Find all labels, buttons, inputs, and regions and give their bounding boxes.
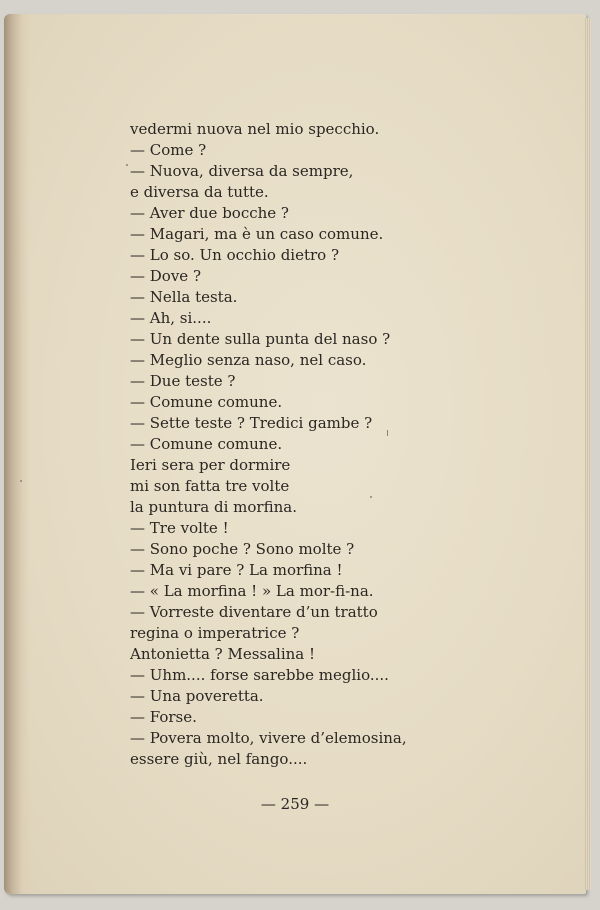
poem-line: — Magari, ma è un caso comune.	[130, 225, 384, 243]
poem-line: — Dove ?	[130, 267, 201, 285]
poem-text	[130, 119, 450, 770]
page-number: — 259 —	[260, 795, 330, 813]
poem-line: regina o imperatrice ?	[130, 624, 300, 642]
poem-line: mi son fatta tre volte	[130, 477, 290, 495]
poem-line: la puntura di morfina.	[130, 498, 297, 516]
poem-line: — Uhm.... forse sarebbe meglio....	[130, 666, 389, 684]
poem-line: — Una poveretta.	[130, 687, 264, 705]
poem-line: e diversa da tutte.	[130, 183, 269, 201]
poem-line: — Ah, si....	[130, 309, 212, 327]
poem-line: — Sono poche ? Sono molte ?	[130, 540, 355, 558]
poem-line: — Come ?	[130, 141, 207, 159]
poem-line: — Un dente sulla punta del naso ?	[130, 330, 391, 348]
paper-speck	[370, 496, 372, 498]
poem-line: — Lo so. Un occhio dietro ?	[130, 246, 340, 264]
poem-line: — Comune comune.	[130, 435, 283, 453]
poem-line: essere giù, nel fango....	[130, 750, 308, 768]
poem-line: — Povera molto, vivere d’elemosina,	[130, 729, 407, 747]
poem-line: — Vorreste diventare d’un tratto	[130, 603, 378, 621]
poem-line: — Ma vi pare ? La morfina !	[130, 561, 343, 579]
poem-line: — Comune comune.	[130, 393, 283, 411]
poem-line: — Meglio senza naso, nel caso.	[130, 351, 367, 369]
poem-line: — Forse.	[130, 708, 197, 726]
poem-line: — Sette teste ? Tredici gambe ?	[130, 414, 373, 432]
paper-speck	[126, 164, 128, 166]
poem-line: — Nella testa.	[130, 288, 238, 306]
page-spine-shadow	[4, 14, 30, 894]
page-stack-edge	[585, 18, 591, 890]
poem-line: Ieri sera per dormire	[130, 456, 291, 474]
paper-speck	[20, 480, 22, 482]
poem-line: — « La morfina ! » La mor-fi-na.	[130, 582, 374, 600]
poem-line: vedermi nuova nel mio specchio.	[130, 120, 380, 138]
poem-line: — Nuova, diversa da sempre,	[130, 162, 354, 180]
paper-speck	[387, 430, 388, 436]
book-page	[4, 14, 586, 894]
poem-line: Antonietta ? Messalina !	[130, 645, 316, 663]
poem-line: — Aver due bocche ?	[130, 204, 289, 222]
poem-line: — Due teste ?	[130, 372, 236, 390]
poem-line: — Tre volte !	[130, 519, 229, 537]
